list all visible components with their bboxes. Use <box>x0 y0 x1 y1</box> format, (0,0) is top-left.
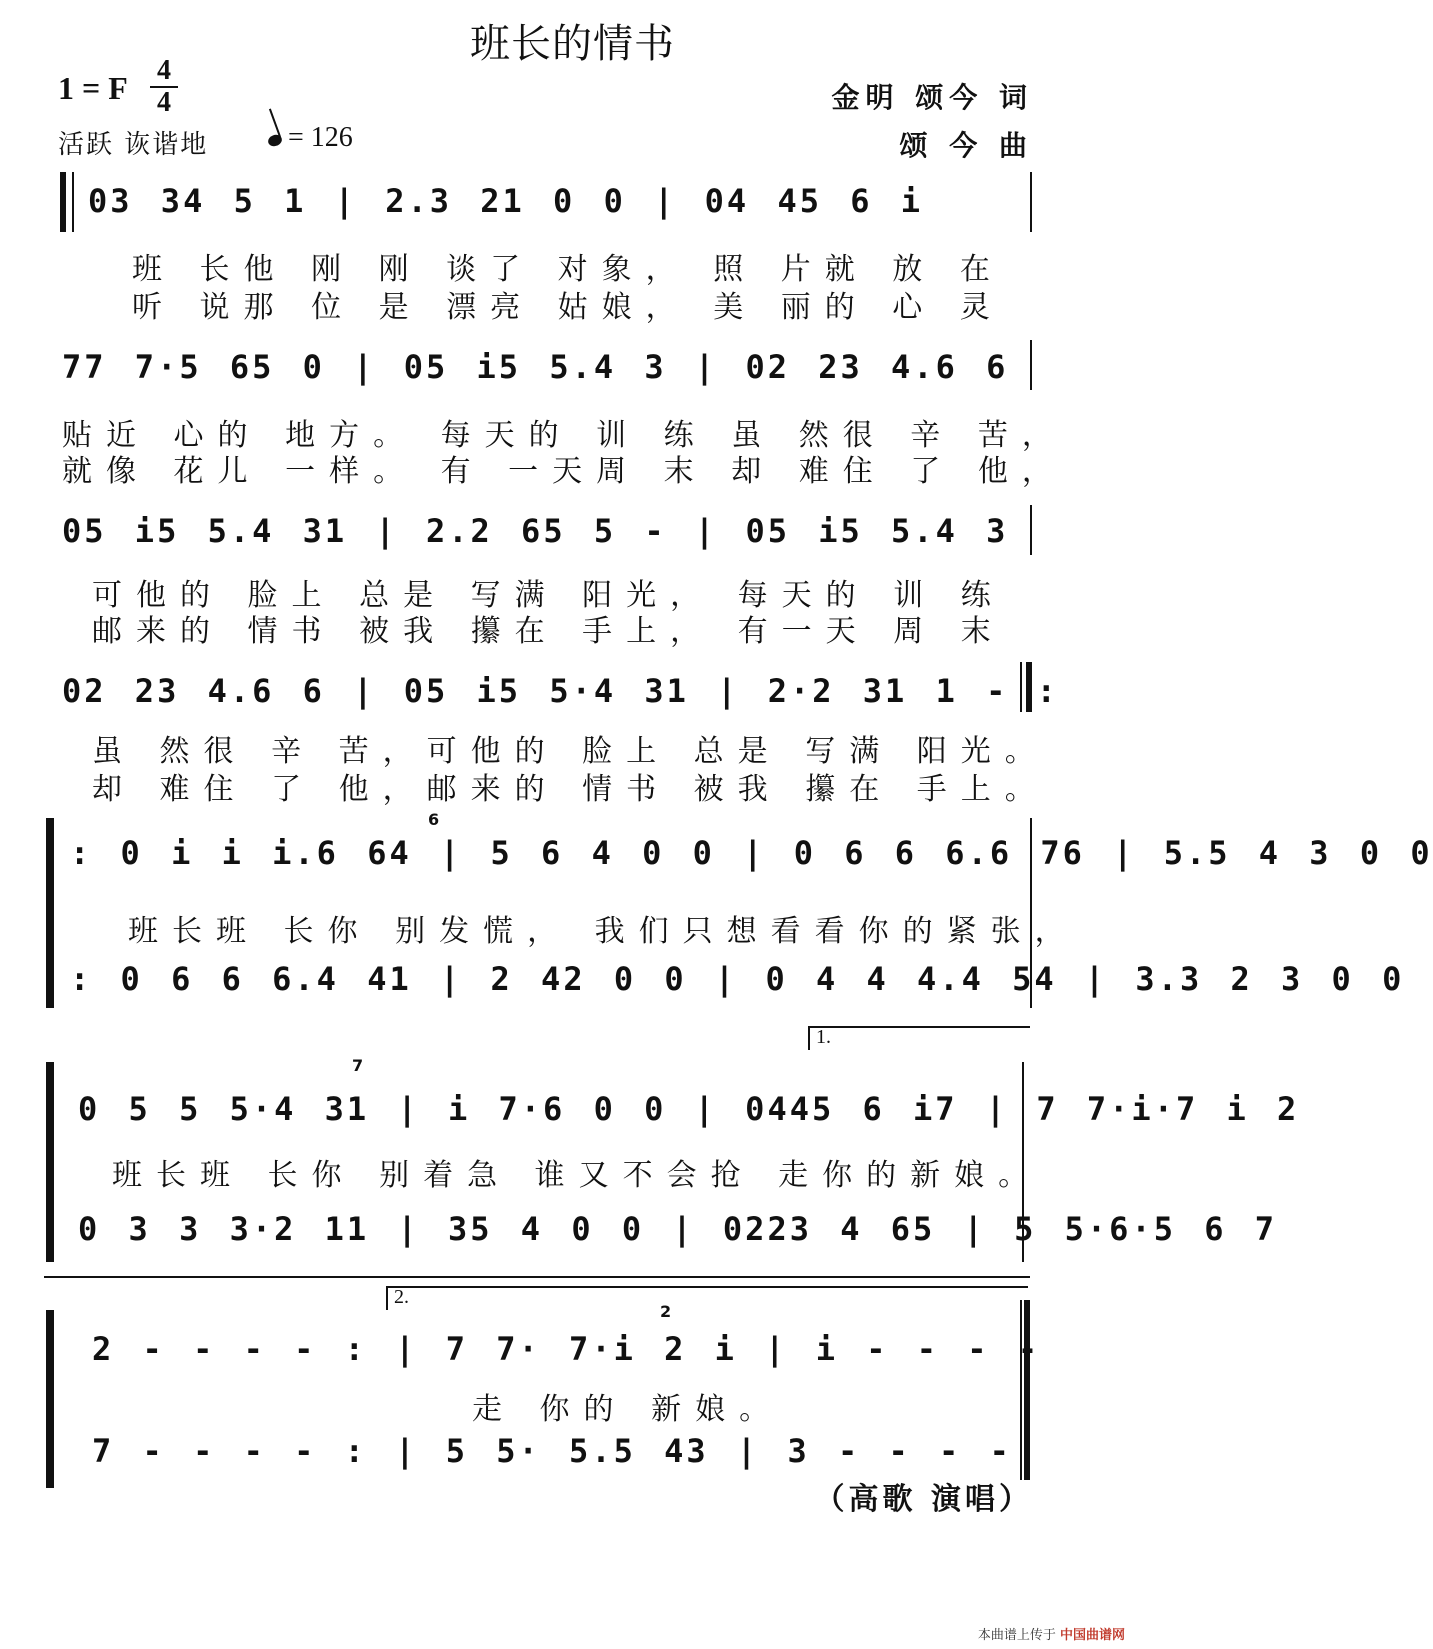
volta-first-ending <box>808 1026 1030 1050</box>
verse-notes-row-1: 03 34 5 1 | 2.3 21 0 0 | 04 45 6 i <box>88 182 924 220</box>
verse-lyrics-row-2b: 就像 花儿 一样。 有 一天周 末 却 难住 了 他， <box>62 454 1066 489</box>
lyricist-credit: 金明 颂今 词 <box>831 81 1033 114</box>
chorus-lyrics-2: 班长班 长你 别着急 谁又不会抢 走你的新娘。 <box>112 1158 1043 1193</box>
verse-lyrics-row-3b: 邮来的 情书 被我 攥在 手上， 有一天 周 末 <box>92 614 1005 649</box>
system-bracket <box>46 1310 54 1488</box>
site-logo[interactable]: 中国曲谱网 <box>1059 1628 1125 1643</box>
expression-marking: 活跃 诙谐地 <box>58 130 209 160</box>
repeat-start-thin-barline <box>72 172 74 232</box>
barline <box>1030 172 1032 232</box>
final-barline <box>1024 1300 1030 1480</box>
system-divider <box>44 1276 1030 1278</box>
verse-lyrics-row-3a: 可他的 脸上 总是 写满 阳光， 每天的 训 练 <box>92 578 1005 613</box>
volta-label: 2. <box>394 1286 409 1308</box>
barline <box>1030 340 1032 390</box>
performer-credit: （高歌 演唱） <box>814 1482 1033 1517</box>
volta-second-ending <box>386 1286 1028 1310</box>
composer-credit: 颂 今 曲 <box>899 129 1033 162</box>
chorus-lower-notes-3: 7 - - - - : | 5 5· 5.5 43 | 3 - - - - <box>92 1432 1012 1470</box>
chorus-lower-notes-2: 0 3 3 3·2 11 | 35 4 0 0 | 0223 4 65 | 5 5·6·5 6 7 <box>78 1210 1278 1248</box>
verse-lyrics-row-1a: 班 长他 刚 刚 谈了 对象， 照 片就 放 在 <box>132 252 1004 287</box>
time-signature-top: 4 <box>157 55 171 86</box>
verse-lyrics-row-4a: 虽 然很 辛 苦，可他的 脸上 总是 写满 阳光。 <box>92 734 1049 769</box>
verse-notes-row-3: 05 i5 5.4 31 | 2.2 65 5 - | 05 i5 5.4 3 <box>62 512 1009 550</box>
chorus-lower-notes-1: : 0 6 6 6.4 41 | 2 42 0 0 | 0 4 4 4.4 54 | 3.3 2 3 0 0 <box>70 960 1405 998</box>
chorus-upper-notes-2: 0 5 5 5·4 31 | i 7·6 0 0 | 0445 6 i7 | 7 7·i·7 i 2 <box>78 1090 1300 1128</box>
system-bracket <box>46 1062 54 1262</box>
verse-notes-row-2: 77 7·5 65 0 | 05 i5 5.4 3 | 02 23 4.6 6 <box>62 348 1009 386</box>
verse-notes-row-4: 02 23 4.6 6 | 05 i5 5·4 31 | 2·2 31 1 - : <box>62 672 1059 710</box>
final-thin-barline <box>1020 1300 1022 1480</box>
chorus-upper-notes-3: 2 - - - - : | 7 7· 7·i 2 i | i - - - - <box>92 1330 1041 1368</box>
grace-note: 6 <box>428 810 440 829</box>
song-title: 班长的情书 <box>470 21 675 67</box>
quarter-note-icon <box>267 133 284 148</box>
grace-note: 7 <box>352 1056 364 1075</box>
upload-footer <box>978 1624 1125 1643</box>
chorus-lyrics-1: 班长班 长你 别发慌， 我们只想看看你的紧张， <box>128 914 1079 949</box>
verse-lyrics-row-4b: 却 难住 了 他，邮来的 情书 被我 攥在 手上。 <box>92 772 1049 807</box>
time-signature <box>150 55 178 118</box>
tempo-marking <box>268 122 353 154</box>
verse-lyrics-row-1b: 听 说那 位 是 漂亮 姑娘， 美 丽的 心 灵 <box>132 290 1004 325</box>
system-bracket <box>46 818 54 1008</box>
tempo-value: = 126 <box>288 122 353 153</box>
chorus-lyrics-3: 走 你的 新娘。 <box>472 1392 784 1427</box>
repeat-start-barline <box>60 172 66 232</box>
volta-label: 1. <box>816 1026 831 1048</box>
key-signature: 1 = F <box>58 70 128 106</box>
time-signature-bottom: 4 <box>157 87 171 118</box>
barline <box>1030 505 1032 555</box>
chorus-upper-notes-1: : 0 i i i.6 64 | 5 6 4 0 0 | 0 6 6 6.6 76 | 5.5 4 3 0 0 <box>70 834 1433 872</box>
verse-lyrics-row-2a: 贴近 心的 地方。 每天的 训 练 虽 然很 辛 苦， <box>62 418 1066 453</box>
footer-text: 本曲谱上传于 <box>977 1628 1056 1643</box>
grace-note: 2 <box>660 1302 672 1321</box>
